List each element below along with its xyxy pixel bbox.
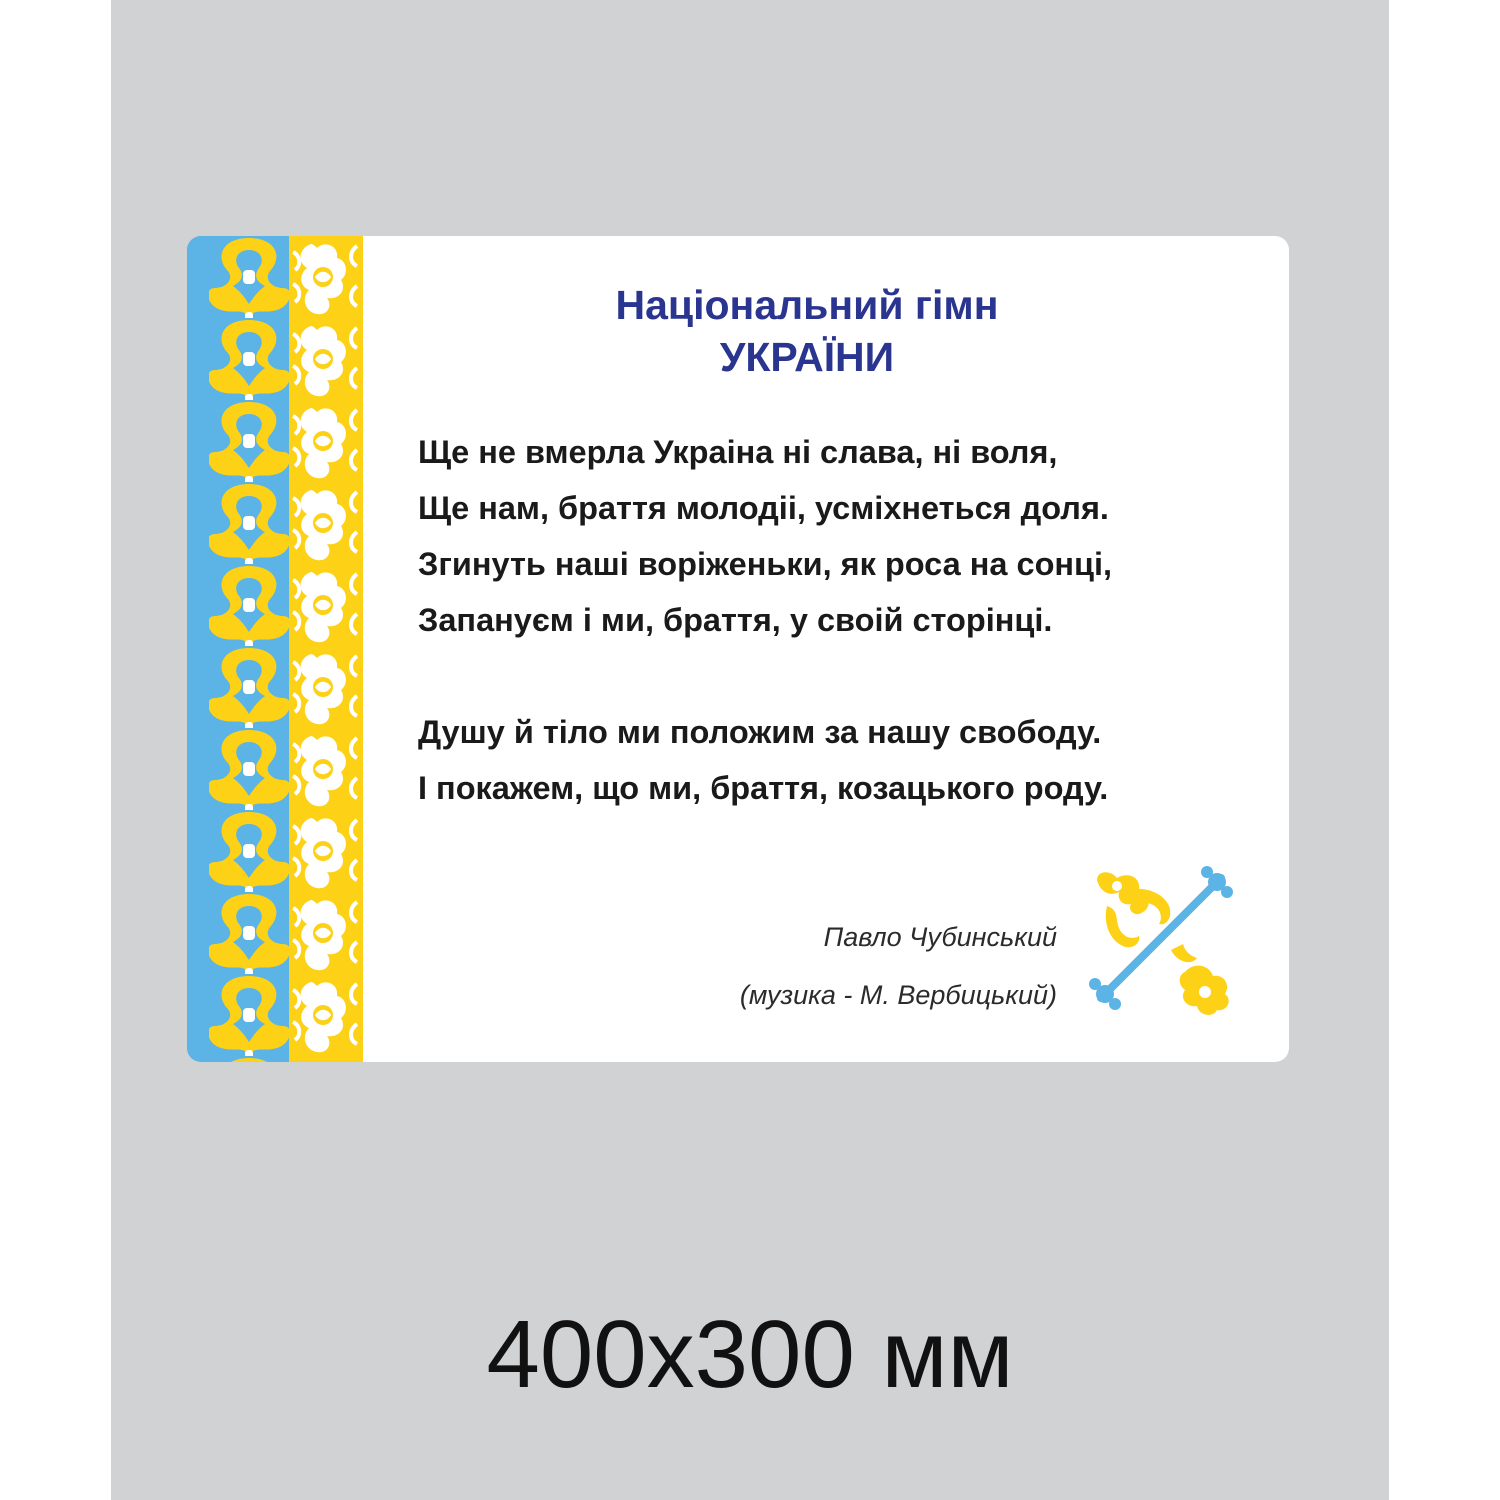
title-line-2: УКРАЇНИ bbox=[719, 334, 895, 380]
verse-line: Душу й тіло ми положим за нашу свободу. bbox=[418, 714, 1102, 750]
author-name: Павло Чубинський bbox=[823, 922, 1057, 952]
floral-corner-icon bbox=[1087, 866, 1237, 1016]
composer-credit: (музика - М. Вербицький) bbox=[739, 980, 1057, 1010]
verse-line: Згинуть наші воріженьки, як роса на сонці, bbox=[418, 546, 1113, 582]
size-label: 400х300 мм bbox=[486, 1301, 1014, 1408]
verse-line: Ще нам, браття молодіі, усміхнеться доля. bbox=[418, 490, 1109, 526]
verse-line: Ще не вмерла Украіна ні слава, ні воля, bbox=[418, 434, 1058, 470]
title-line-1: Національний гімн bbox=[615, 282, 999, 328]
verse-line: Запануєм і ми, браття, у своій сторінці. bbox=[418, 602, 1053, 638]
anthem-plate bbox=[187, 236, 1289, 1062]
verse-line: І покажем, що ми, браття, козацького роду. bbox=[418, 770, 1109, 806]
embroidery-border-icon bbox=[187, 236, 363, 1062]
